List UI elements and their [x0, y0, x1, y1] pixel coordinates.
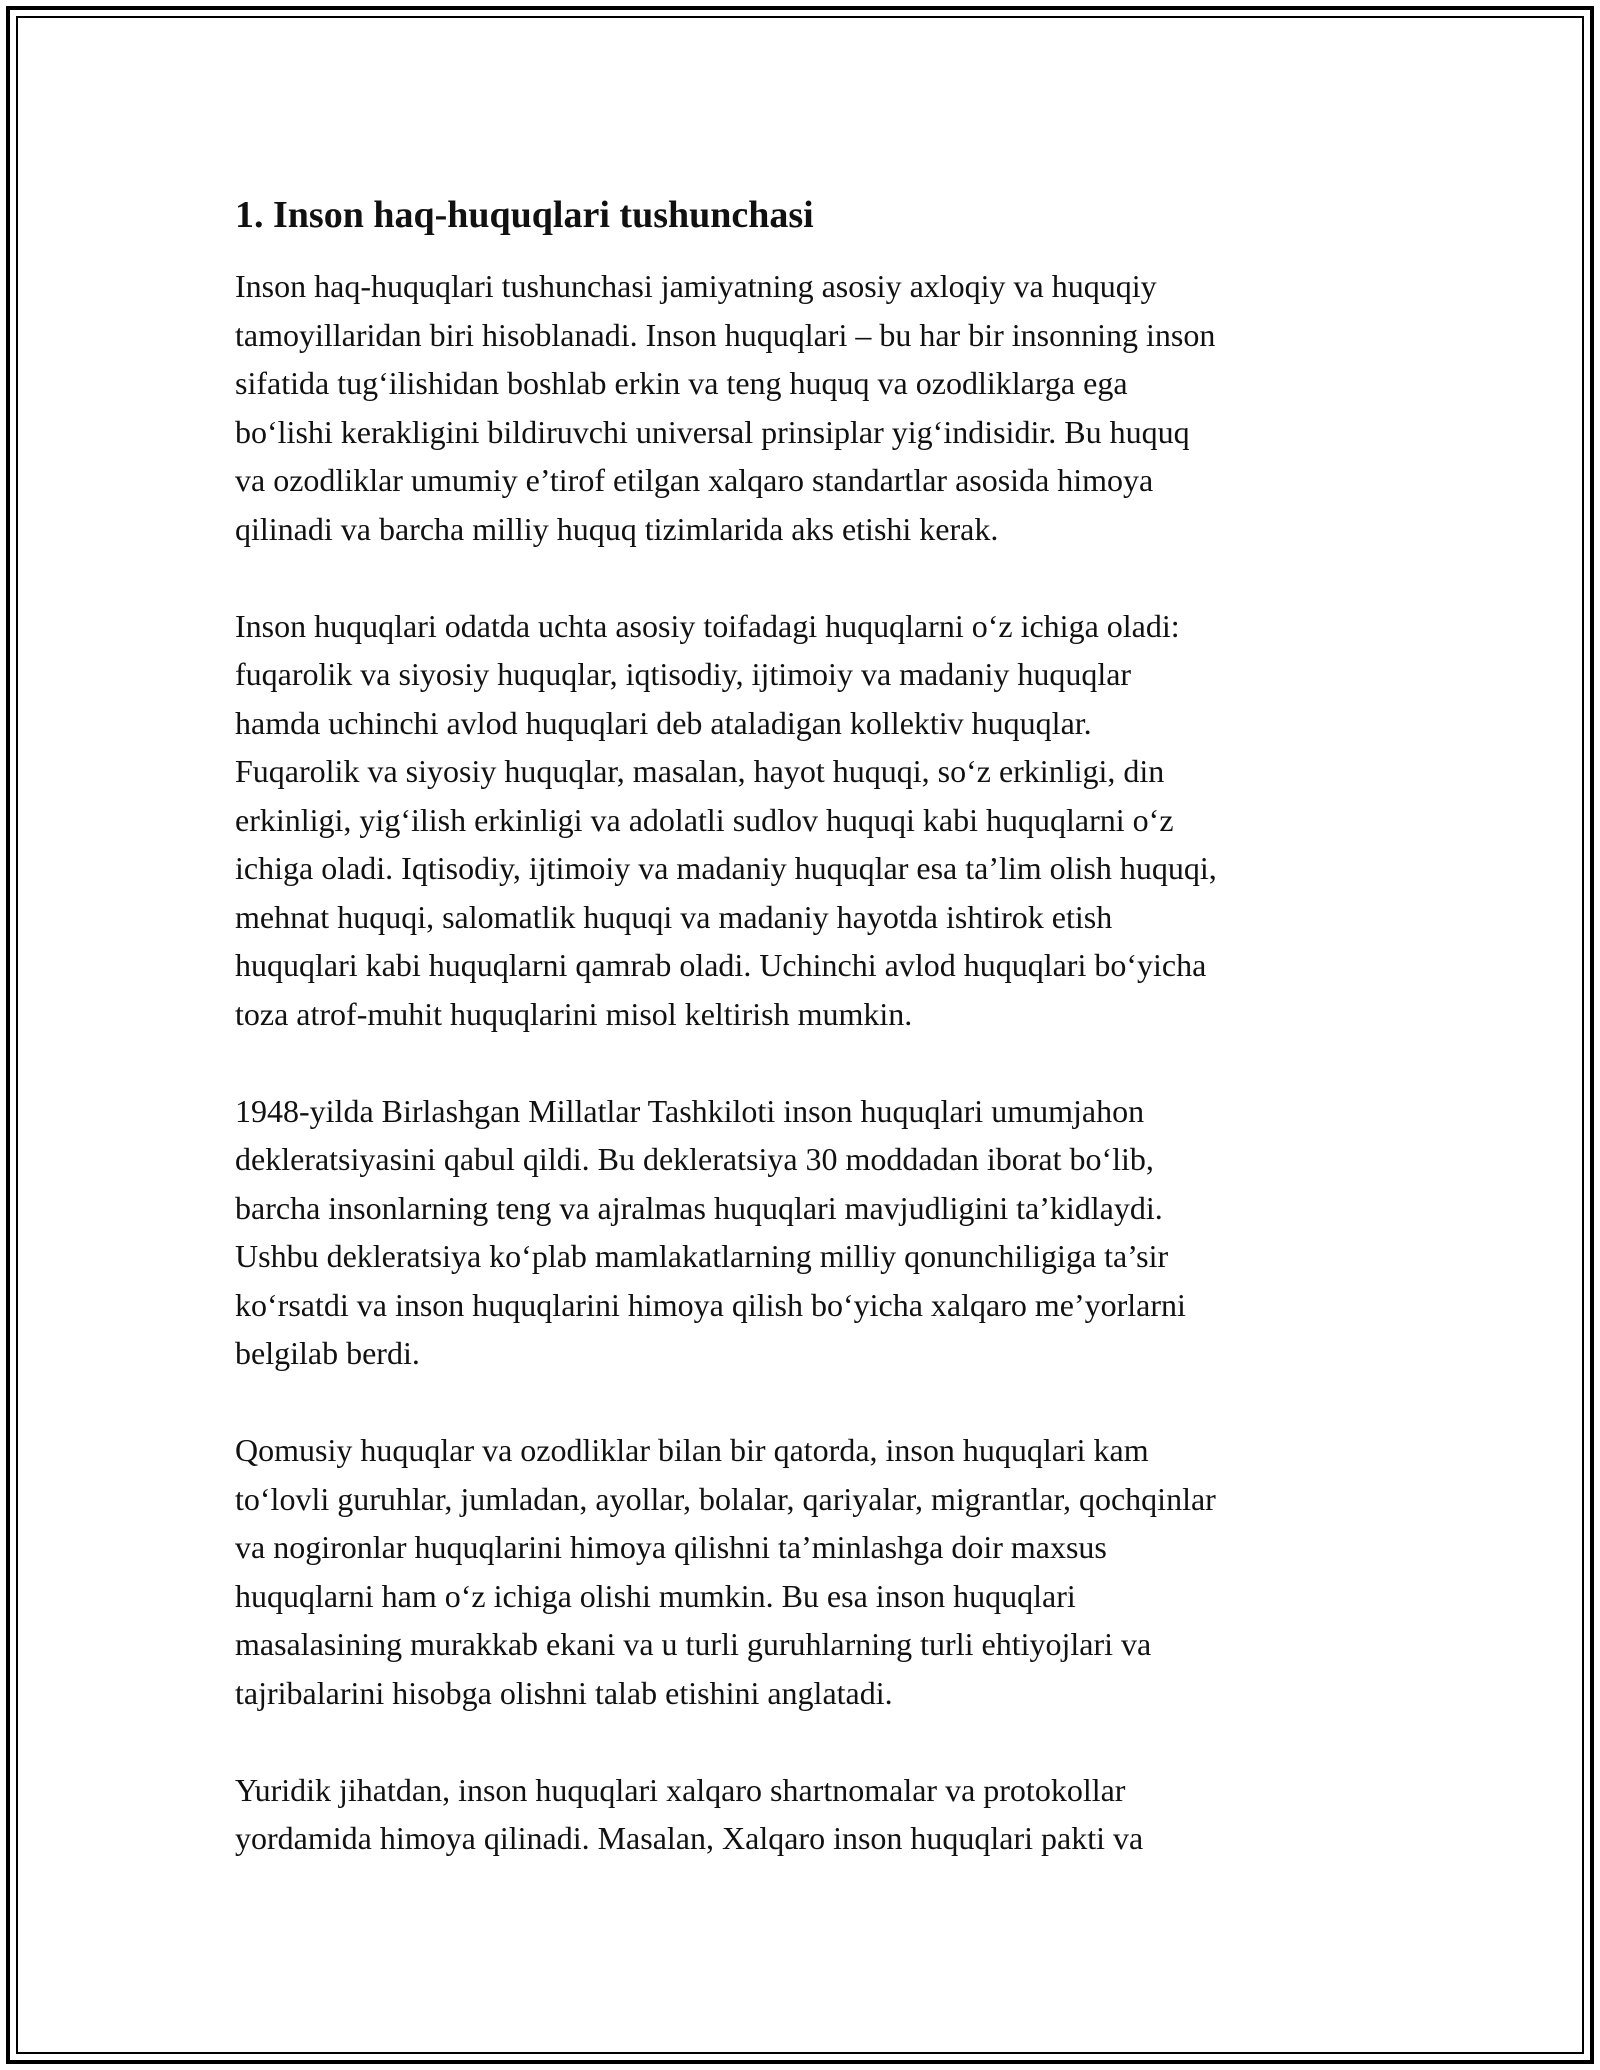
paragraph-line: huquqlari kabi huquqlarni qamrab oladi. Uchinchi avlod huquqlari bo‘yicha [235, 947, 1207, 983]
paragraph-line: ko‘rsatdi va inson huquqlarini himoya qilish bo‘yicha xalqaro me’yorlarni [235, 1286, 1186, 1323]
paragraph-line: to‘lovli guruhlar, jumladan, ayollar, bolalar, qariyalar, migrantlar, qochqinlar [235, 1480, 1216, 1517]
paragraph-line: tajribalarini hisobga olishni talab etishini anglatadi. [235, 1674, 893, 1711]
paragraph-5 [235, 1766, 1375, 1863]
paragraph-line: yordamida himoya qilinadi. Masalan, Xalqaro inson huquqlari pakti va [235, 1820, 1144, 1856]
paragraph-4 [235, 1426, 1375, 1717]
paragraph-line: huquqlarni ham o‘z ichiga olishi mumkin. Bu esa inson huquqlari [235, 1577, 1076, 1614]
paragraph-line: Yuridik jihatdan, inson huquqlari xalqaro shartnomalar va protokollar [235, 1771, 1126, 1808]
paragraph-line: belgilab berdi. [235, 1335, 420, 1371]
paragraph-line: va nogironlar huquqlarini himoya qilishni ta’minlashga doir maxsus [235, 1529, 1107, 1565]
paragraph-line: masalasining murakkab ekani va u turli guruhlarning turli ehtiyojlari va [235, 1626, 1152, 1662]
paragraph-line: sifatida tug‘ilishidan boshlab erkin va teng huquq va ozodliklarga ega [235, 365, 1128, 401]
paragraph-line: Fuqarolik va siyosiy huquqlar, masalan, hayot huquqi, so‘z erkinligi, din [235, 753, 1165, 789]
paragraph-line: 1948-yilda Birlashgan Millatlar Tashkiloti inson huquqlari umumjahon [235, 1092, 1145, 1129]
paragraph-line: tamoyillaridan biri hisoblanadi. Inson huquqlari – bu har bir insonning inson [235, 316, 1216, 353]
paragraph-line: va ozodliklar umumiy e’tirof etilgan xalqaro standartlar asosida himoya [235, 462, 1154, 498]
paragraph-3 [235, 1087, 1375, 1378]
paragraph-line: qilinadi va barcha milliy huquq tizimlarida aks etishi kerak. [235, 510, 999, 547]
paragraph-line: Qomusiy huquqlar va ozodliklar bilan bir qatorda, inson huquqlari kam [235, 1432, 1149, 1468]
paragraph-line: mehnat huquqi, salomatlik huquqi va madaniy hayotda ishtirok etish [235, 898, 1113, 935]
paragraph-line: Ushbu dekleratsiya ko‘plab mamlakatlarning milliy qonunchiligiga ta’sir [235, 1238, 1169, 1274]
section-heading: 1. Inson haq-huquqlari tushunchasi [235, 194, 814, 236]
paragraph-line: ichiga oladi. Iqtisodiy, ijtimoiy va madaniy huquqlar esa ta’lim olish huquqi, [235, 850, 1217, 886]
paragraph-line: fuqarolik va siyosiy huquqlar, iqtisodiy, ijtimoiy va madaniy huquqlar [235, 656, 1132, 692]
paragraph-line: Inson haq-huquqlari tushunchasi jamiyatning asosiy axloqiy va huquqiy [235, 268, 1157, 304]
paragraph-line: erkinligi, yig‘ilish erkinligi va adolatli sudlov huquqi kabi huquqlarni o‘z [235, 801, 1174, 838]
paragraph-line: dekleratsiyasini qabul qildi. Bu dekleratsiya 30 moddadan iborat bo‘lib, [235, 1141, 1154, 1177]
paragraph-line: barcha insonlarning teng va ajralmas huquqlari mavjudligini ta’kidlaydi. [235, 1189, 1163, 1226]
paragraph-2 [235, 602, 1375, 1039]
paragraph-line: bo‘lishi kerakligini bildiruvchi universal prinsiplar yig‘indisidir. Bu huquq [235, 413, 1190, 450]
paragraph-line: hamda uchinchi avlod huquqlari deb ataladigan kollektiv huquqlar. [235, 704, 1092, 741]
paragraph-1 [235, 262, 1375, 553]
paragraph-line: Inson huquqlari odatda uchta asosiy toifadagi huquqlarni o‘z ichiga oladi: [235, 607, 1180, 644]
document-body [235, 190, 1375, 1911]
paragraph-line: toza atrof-muhit huquqlarini misol keltirish mumkin. [235, 995, 913, 1032]
